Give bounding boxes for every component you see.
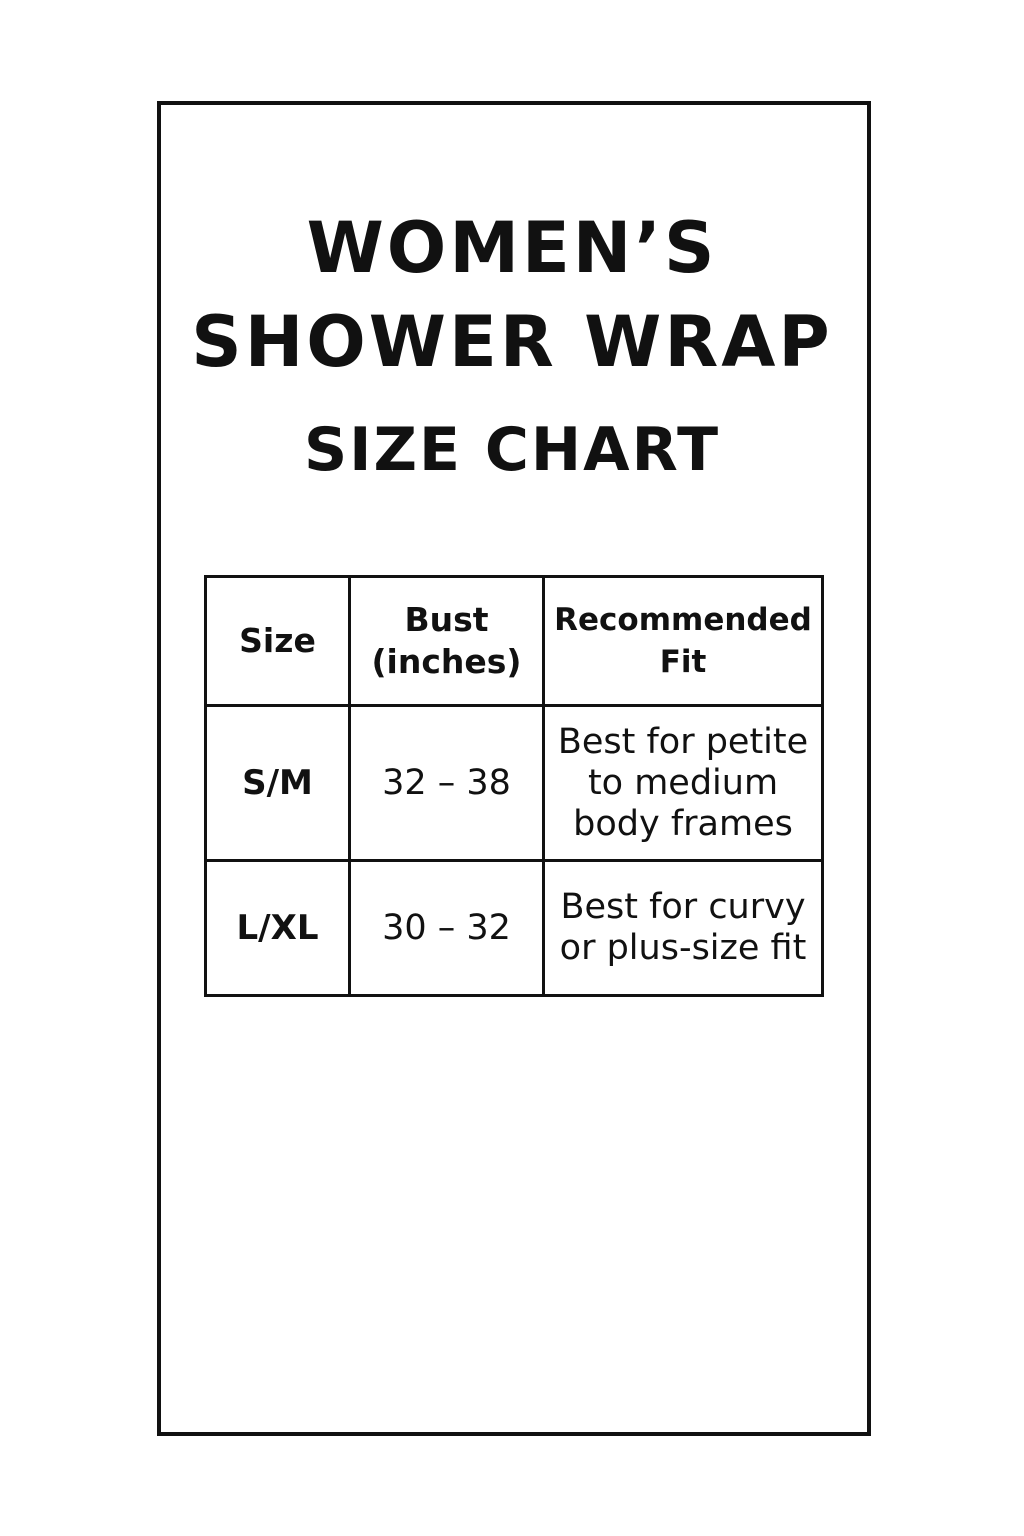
table-row xyxy=(206,861,823,996)
title-line-2: SHOWER WRAP xyxy=(191,301,833,383)
fit-cell: Best for curvy or plus-size fit xyxy=(544,861,823,996)
subtitle: SIZE CHART xyxy=(303,415,721,485)
header-recommended-fit: Recommended Fit xyxy=(544,577,823,706)
fit-cell: Best for petite to medium body frames xyxy=(544,706,823,861)
header-bust: Bust (inches) xyxy=(350,577,544,706)
table-header-row xyxy=(206,577,823,706)
size-table xyxy=(204,575,824,997)
header-size: Size xyxy=(206,577,350,706)
title-line-1: WOMEN’S xyxy=(306,207,718,289)
bust-cell: 30 – 32 xyxy=(350,861,544,996)
size-cell: L/XL xyxy=(206,861,350,996)
bust-cell: 32 – 38 xyxy=(350,706,544,861)
table-row xyxy=(206,706,823,861)
size-cell: S/M xyxy=(206,706,350,861)
